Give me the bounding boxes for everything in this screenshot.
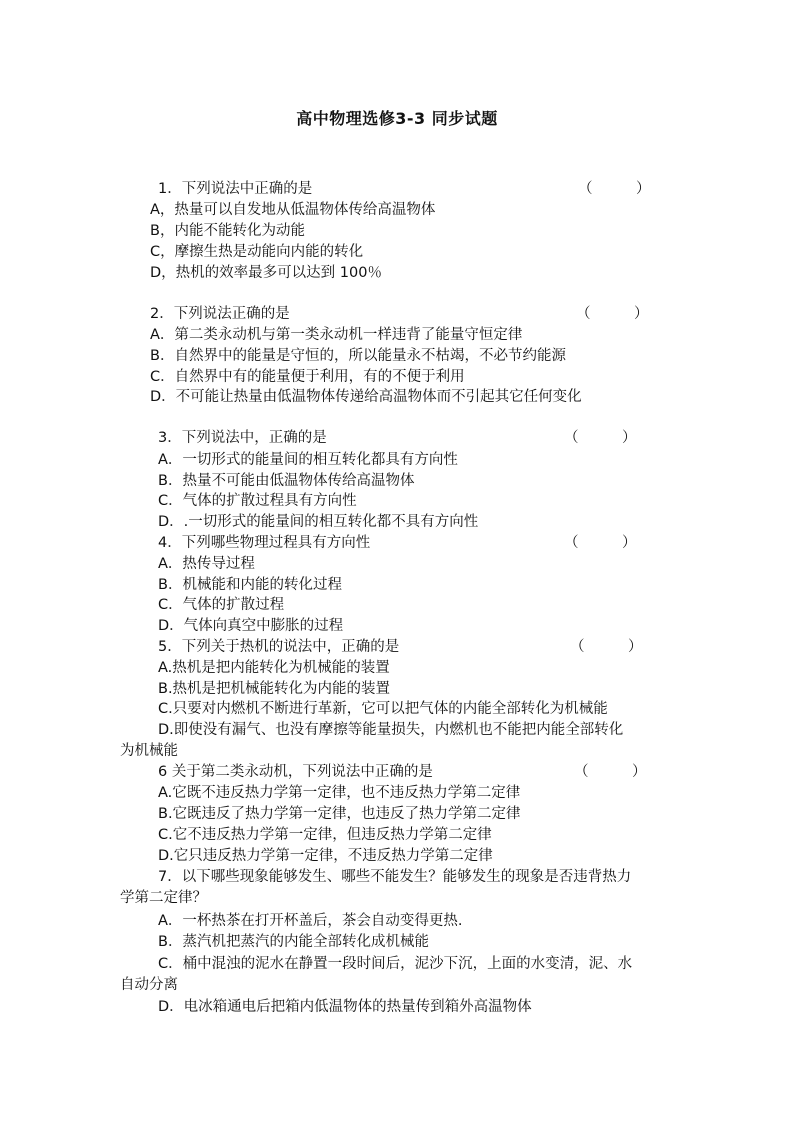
question-6-option-c: C.它不违反热力学第一定律，但违反热力学第二定律 [158, 827, 492, 843]
question-1-stem: 1．下列说法中正确的是 [158, 181, 313, 197]
question-3-option-d: D．.一切形式的能量间的相互转化都不具有方向性 [158, 514, 479, 530]
question-5-stem: 5．下列关于热机的说法中，正确的是 [158, 639, 400, 655]
question-4-stem: 4．下列哪些物理过程具有方向性 [158, 535, 371, 551]
question-4-option-b: B．机械能和内能的转化过程 [158, 577, 342, 593]
page-title: 高中物理选修3-3 同步试题 [296, 109, 498, 128]
question-1-option-c: C，摩擦生热是动能向内能的转化 [150, 244, 364, 260]
question-4-option-c: C．气体的扩散过程 [158, 597, 285, 613]
question-7-option-b: B．蒸汽机把蒸汽的内能全部转化成机械能 [158, 934, 429, 950]
question-1-option-a: A，热量可以自发地从低温物体传给高温物体 [150, 202, 436, 218]
question-6-option-a: A.它既不违反热力学第一定律，也不违反热力学第二定律 [158, 785, 521, 801]
question-1-answer-blank: （ ） [578, 181, 651, 197]
question-4-option-a: A．热传导过程 [158, 556, 255, 572]
question-6-stem: 6 关于第二类永动机，下列说法中正确的是 [158, 764, 433, 780]
question-2-stem: 2．下列说法正确的是 [150, 306, 290, 322]
question-2-option-c: C．自然界中有的能量便于利用，有的不便于利用 [150, 369, 465, 385]
question-6-answer-blank: （ ） [574, 764, 647, 780]
question-7-stem: 7．以下哪些现象能够发生、哪些不能发生？能够发生的现象是否违背热力 [158, 869, 632, 885]
question-5-option-d-cont: 为机械能 [120, 743, 178, 759]
question-2-option-a: A．第二类永动机与第一类永动机一样违背了能量守恒定律 [150, 327, 523, 343]
question-6-option-b: B.它既违反了热力学第一定律，也违反了热力学第二定律 [158, 806, 521, 822]
question-4-answer-blank: （ ） [564, 535, 637, 551]
question-3-option-b: B．热量不可能由低温物体传给高温物体 [158, 473, 415, 489]
question-7-stem-cont: 学第二定律？ [120, 890, 207, 906]
question-1-option-b: B，内能不能转化为动能 [150, 223, 305, 239]
question-2-answer-blank: （ ） [576, 306, 649, 322]
question-3-option-a: A．一切形式的能量间的相互转化都具有方向性 [158, 452, 458, 468]
question-5-option-b: B.热机是把机械能转化为内能的装置 [158, 681, 391, 697]
question-3-option-c: C．气体的扩散过程具有方向性 [158, 493, 357, 509]
question-7-option-a: A．一杯热茶在打开杯盖后，茶会自动变得更热. [158, 913, 463, 929]
question-3-stem: 3．下列说法中，正确的是 [158, 430, 327, 446]
question-5-option-d: D.即使没有漏气、也没有摩擦等能量损失，内燃机也不能把内能全部转化 [158, 722, 624, 738]
question-7-option-d: D．电冰箱通电后把箱内低温物体的热量传到箱外高温物体 [158, 999, 532, 1015]
question-5-option-a: A.热机是把内能转化为机械能的装置 [158, 660, 390, 676]
question-5-answer-blank: （ ） [570, 639, 643, 655]
question-7-option-c: C．桶中混浊的泥水在静置一段时间后，泥沙下沉，上面的水变清，泥、水 [158, 956, 633, 972]
question-3-answer-blank: （ ） [564, 430, 637, 446]
question-6-option-d: D.它只违反热力学第一定律，不违反热力学第二定律 [158, 848, 493, 864]
question-2-option-b: B．自然界中的能量是守恒的，所以能量永不枯竭，不必节约能源 [150, 348, 566, 364]
question-7-option-c-cont: 自动分离 [120, 977, 178, 993]
question-2-option-d: D．不可能让热量由低温物体传递给高温物体而不引起其它任何变化 [150, 389, 582, 405]
question-4-option-d: D．气体向真空中膨胀的过程 [158, 618, 344, 634]
question-1-option-d: D，热机的效率最多可以达到 100％ [150, 265, 382, 281]
question-5-option-c: C.只要对内燃机不断进行革新，它可以把气体的内能全部转化为机械能 [158, 701, 608, 717]
